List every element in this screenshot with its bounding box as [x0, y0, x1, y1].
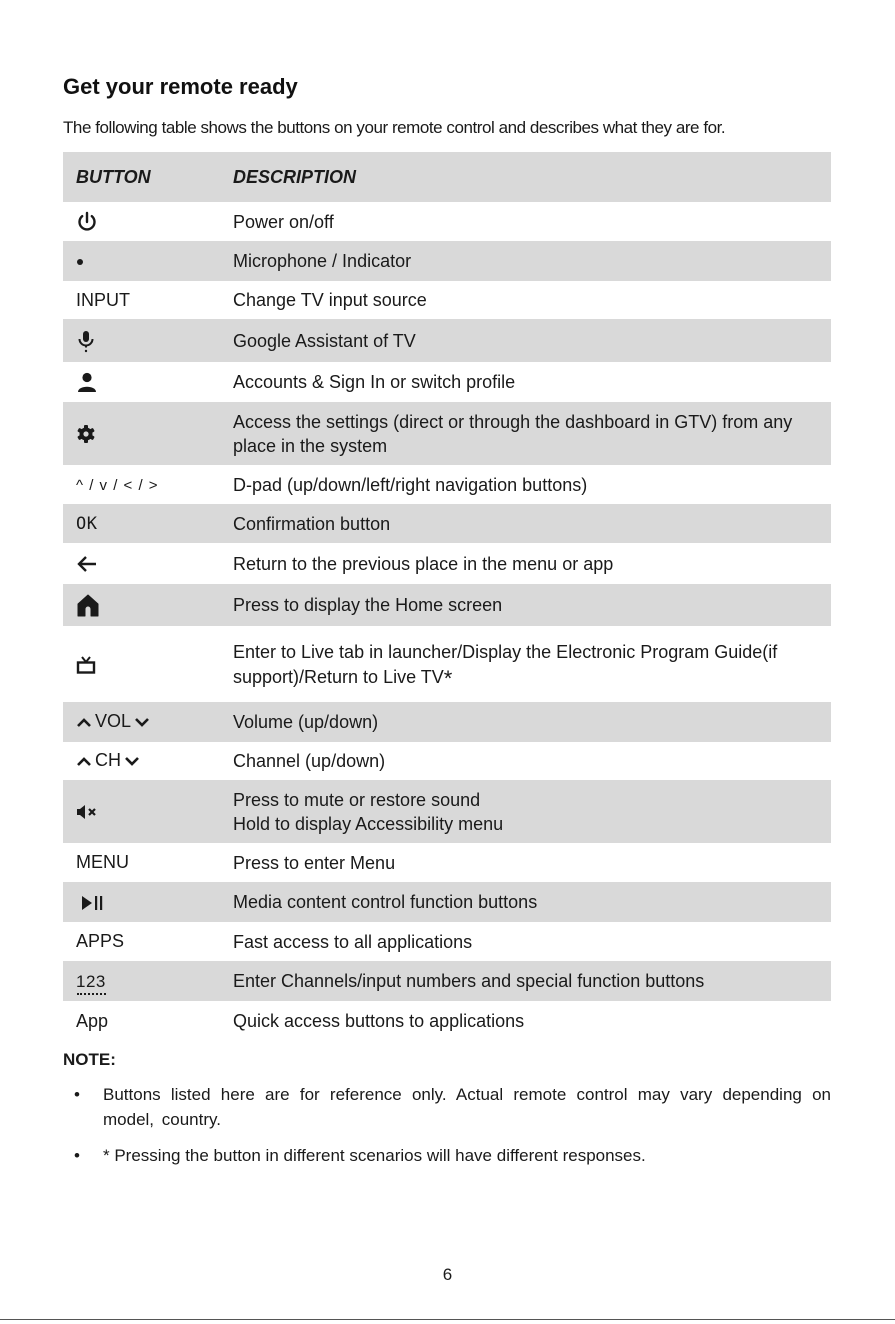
- button-label: MENU: [76, 852, 129, 872]
- home-icon: [76, 593, 100, 617]
- table-row: [63, 702, 831, 742]
- description-cell: Media content control function buttons: [233, 892, 538, 912]
- table-row: [63, 504, 831, 543]
- description-cell: Power on/off: [233, 211, 334, 232]
- ch-label: CH: [95, 750, 121, 771]
- description-cell: Google Assistant of TV: [233, 330, 416, 351]
- description-cell: Accounts & Sign In or switch profile: [233, 372, 516, 392]
- description-cell: [233, 626, 831, 702]
- table-row: [63, 922, 831, 961]
- note-text: Buttons listed here are for reference only. Actual remote control may vary depending on model, country.: [103, 1085, 831, 1129]
- table-row: [63, 543, 831, 584]
- button-cell: [63, 961, 233, 1001]
- note-list: [63, 1082, 831, 1179]
- button-cell: [63, 780, 233, 843]
- table-row: [63, 362, 831, 402]
- chevron-down-icon: [134, 716, 150, 728]
- button-cell: [63, 626, 233, 702]
- live-tv-icon: [76, 655, 96, 675]
- back-arrow-icon: [76, 555, 98, 573]
- description-cell: Press to display the Home screen: [233, 595, 503, 615]
- description-cell: Fast access to all applications: [233, 931, 473, 952]
- button-label: [63, 465, 233, 504]
- description-cell: Channel (up/down): [233, 751, 386, 771]
- microphone-icon: [76, 329, 96, 353]
- table-row: [63, 961, 831, 1001]
- button-cell: [63, 742, 233, 780]
- table-row: [63, 742, 831, 780]
- button-cell: [63, 319, 233, 362]
- column-header-button: BUTTON: [63, 152, 233, 202]
- description-cell: Enter Channels/input numbers and special function buttons: [233, 971, 705, 991]
- description-line: Press to mute or restore sound: [233, 789, 481, 810]
- page-title: Get your remote ready: [63, 74, 298, 99]
- table-row: [63, 319, 831, 362]
- button-cell: [63, 584, 233, 626]
- chevron-up-icon: [76, 716, 92, 728]
- asterisk-mark: *: [443, 665, 453, 691]
- table-row: [63, 402, 831, 465]
- description-cell: D-pad (up/down/left/right navigation buttons): [233, 474, 588, 495]
- note-label: NOTE:: [63, 1050, 116, 1069]
- button-cell: [63, 241, 233, 281]
- description-cell: Access the settings (direct or through the dashboard in GTV) from any place in the system: [233, 411, 793, 456]
- list-item: [63, 1082, 831, 1132]
- description-cell: Change TV input source: [233, 290, 427, 310]
- indicator-dot-icon: [76, 257, 86, 267]
- button-cell: [63, 882, 233, 922]
- table-row: [63, 241, 831, 281]
- button-label: [63, 504, 233, 543]
- power-icon: [76, 211, 98, 233]
- button-label: App: [76, 1010, 109, 1031]
- gear-icon: [76, 424, 96, 444]
- button-label: INPUT: [76, 289, 130, 310]
- table-row: [63, 780, 831, 843]
- dpad-label: ^ / v / < / >: [76, 477, 159, 494]
- vol-label: VOL: [95, 711, 132, 732]
- chevron-down-icon: [124, 755, 140, 767]
- table-header-row: [63, 152, 831, 202]
- table-row: [63, 843, 831, 882]
- description-cell: Return to the previous place in the menu or app: [233, 553, 614, 574]
- list-item: [63, 1143, 831, 1168]
- button-cell: [63, 362, 233, 402]
- table-row: [63, 1001, 831, 1041]
- button-cell: [63, 402, 233, 465]
- description-cell: Volume (up/down): [233, 712, 379, 732]
- description-cell: [233, 780, 831, 843]
- page-bottom-rule: [0, 1319, 895, 1320]
- dotted-underline: [77, 993, 106, 995]
- button-label: APPS: [76, 931, 125, 951]
- ok-label: OK: [76, 514, 98, 534]
- bullet: •: [74, 1085, 80, 1104]
- play-pause-icon: [80, 894, 104, 912]
- button-cell: [63, 702, 233, 742]
- table-row: [63, 882, 831, 922]
- intro-paragraph: The following table shows the buttons on your remote control and describes what they are for.: [63, 118, 726, 137]
- table-row: [63, 584, 831, 626]
- description-cell: Quick access buttons to applications: [233, 1011, 525, 1031]
- column-header-description: DESCRIPTION: [233, 152, 831, 202]
- table-row: [63, 202, 831, 241]
- chevron-up-icon: [76, 755, 92, 767]
- description-cell: Confirmation button: [233, 513, 391, 534]
- number-pad-icon: [76, 972, 106, 992]
- mute-icon: [76, 804, 98, 820]
- button-cell: [63, 543, 233, 584]
- button-cell: [63, 202, 233, 241]
- description-text: Enter to Live tab in launcher/Display the Electronic Program Guide(if support)/Return to Live TV: [233, 641, 778, 687]
- remote-buttons-table: [63, 152, 831, 1041]
- table-row: [63, 465, 831, 504]
- account-icon: [76, 371, 98, 393]
- bullet: •: [74, 1146, 80, 1165]
- number-pad-label: 123: [76, 971, 106, 991]
- description-line: Hold to display Accessibility menu: [233, 813, 504, 834]
- description-cell: Microphone / Indicator: [233, 251, 412, 271]
- description-cell: Press to enter Menu: [233, 852, 396, 873]
- note-text: * Pressing the button in different scenarios will have different responses.: [103, 1146, 646, 1165]
- page-number: 6: [442, 1265, 453, 1284]
- table-row: [63, 281, 831, 319]
- table-row: [63, 626, 831, 702]
